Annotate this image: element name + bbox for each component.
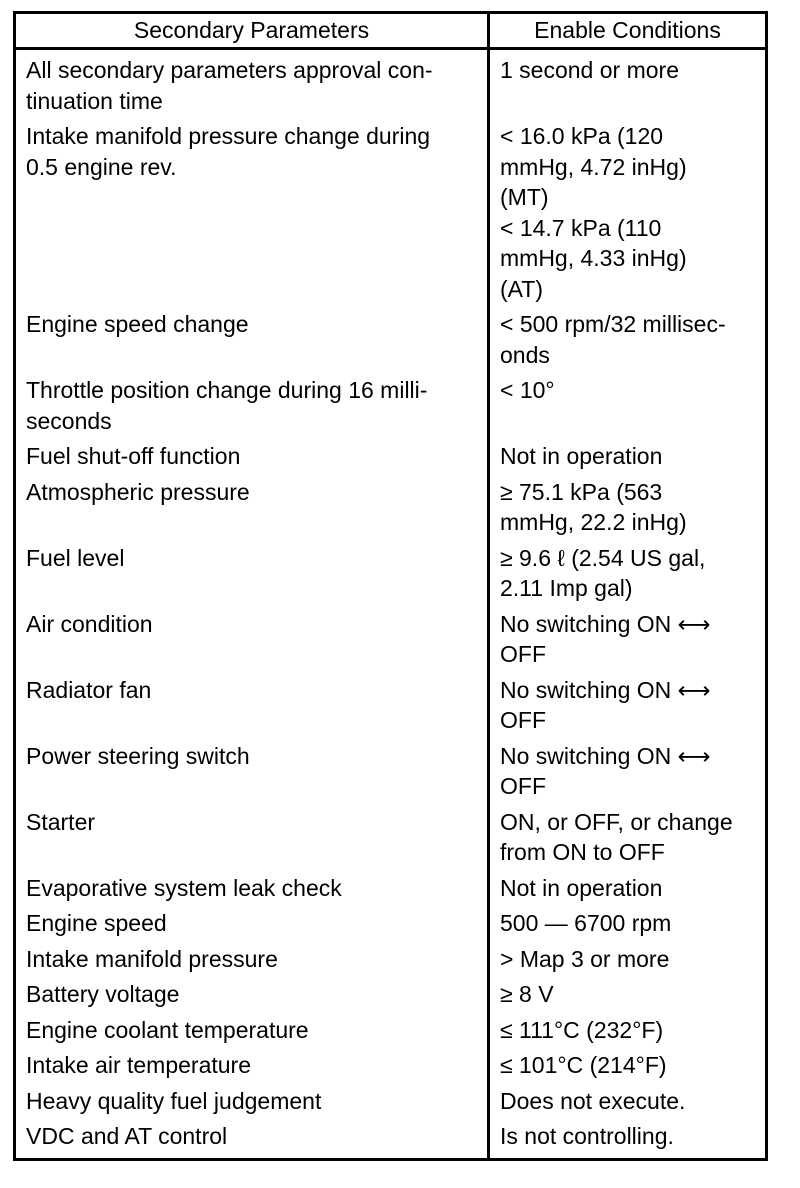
table-row [15,736,767,802]
condition-cell [489,974,767,1010]
condition-text: 1 second or more [500,57,679,83]
parameter-text: Atmospheric pressure [26,478,250,505]
condition-cell [489,1045,767,1081]
table-row [15,1116,767,1159]
condition-cell [489,304,767,370]
parameter-cell [15,1045,489,1081]
parameter-text: Intake manifold pressure [26,945,278,972]
condition-text: 500 — 6700 rpm [500,910,672,936]
parameter-cell [15,939,489,975]
parameter-text: Intake manifold pressure change during [26,123,431,149]
table-row [15,49,767,117]
parameter-text: Throttle position change during 16 milli- [26,377,428,403]
parameter-cell [15,472,489,538]
parameter-text: Engine speed [26,910,167,936]
parameter-cell [15,974,489,1010]
parameter-text: Battery voltage [26,981,180,1007]
condition-text: ≥ 75.1 kPa (563 [500,478,663,505]
table-row [15,939,767,975]
table-row [15,370,767,436]
parameter-text: Engine coolant temperature [26,1016,309,1043]
parameter-text: Power steering switch [26,742,250,769]
parameter-cell [15,802,489,868]
condition-text: (MT) [500,184,549,210]
parameter-text: VDC and AT control [26,1123,228,1149]
table-row [15,903,767,939]
condition-cell [489,116,767,304]
parameter-text: 0.5 engine rev. [26,153,177,180]
condition-cell [489,903,767,939]
enable-conditions-table [13,11,768,1161]
table-row [15,802,767,868]
condition-text: < 10° [500,377,555,403]
condition-text: (AT) [500,275,544,302]
parameter-cell [15,1116,489,1159]
condition-cell [489,670,767,736]
header-enable-conditions: Enable Conditions [489,13,767,49]
table-body [15,49,767,1160]
condition-text: Not in operation [500,443,663,469]
parameter-text: Air condition [26,610,153,637]
header-secondary-parameters: Secondary Parameters [15,13,489,49]
condition-text: No switching ON ⟷ [500,676,711,703]
table-row [15,1010,767,1046]
parameter-cell [15,604,489,670]
condition-text: ≥ 9.6 ℓ (2.54 US gal, [500,544,706,571]
parameter-text: Heavy quality fuel judgement [26,1087,322,1114]
condition-cell [489,538,767,604]
condition-text: mmHg, 22.2 inHg) [500,509,687,535]
table-row [15,670,767,736]
condition-cell [489,736,767,802]
condition-cell [489,604,767,670]
condition-cell [489,1116,767,1159]
parameter-text: Evaporative system leak check [26,874,342,901]
table-header-row [15,13,767,49]
condition-cell [489,49,767,117]
condition-text: Is not controlling. [500,1123,674,1149]
condition-cell [489,472,767,538]
condition-cell [489,370,767,436]
parameter-text: Starter [26,808,96,835]
condition-text: < 14.7 kPa (110 [500,214,662,241]
parameter-text: All secondary parameters approval con- [26,57,433,83]
parameter-cell [15,538,489,604]
condition-cell [489,802,767,868]
table-row [15,304,767,370]
table-row [15,1045,767,1081]
condition-text: OFF [500,641,546,667]
table-row [15,1081,767,1117]
parameter-text: seconds [26,407,112,434]
parameter-text: Engine speed change [26,311,249,337]
condition-text: ON, or OFF, or change [500,808,733,835]
condition-cell [489,436,767,472]
table-row [15,116,767,304]
condition-text: OFF [500,707,546,733]
table-row [15,538,767,604]
condition-text: ≤ 101°C (214°F) [500,1052,667,1078]
parameter-cell [15,116,489,304]
parameter-text: Intake air temperature [26,1052,252,1078]
parameter-cell [15,49,489,117]
parameter-text: tinuation time [26,87,163,114]
condition-text: mmHg, 4.33 inHg) [500,245,687,271]
parameter-cell [15,304,489,370]
condition-text: > Map 3 or more [500,945,670,972]
condition-text: ≤ 111°C (232°F) [500,1016,664,1043]
condition-text: onds [500,341,550,368]
parameter-text: Radiator fan [26,676,152,703]
parameter-cell [15,370,489,436]
condition-text: from ON to OFF [500,839,665,865]
table-row [15,868,767,904]
table-row [15,436,767,472]
parameter-cell [15,436,489,472]
condition-text: No switching ON ⟷ [500,742,711,769]
condition-text: < 16.0 kPa (120 [500,123,664,149]
parameter-cell [15,868,489,904]
table-row [15,974,767,1010]
condition-text: ≥ 8 V [500,981,554,1007]
table-row [15,472,767,538]
parameter-cell [15,670,489,736]
condition-text: OFF [500,773,546,799]
condition-cell [489,868,767,904]
condition-text: No switching ON ⟷ [500,610,711,637]
condition-text: Does not execute. [500,1087,686,1114]
parameter-text: Fuel shut-off function [26,443,241,469]
condition-cell [489,1010,767,1046]
condition-cell [489,939,767,975]
condition-text: < 500 rpm/32 millisec- [500,311,726,337]
condition-cell [489,1081,767,1117]
parameter-text: Fuel level [26,544,125,571]
condition-text: mmHg, 4.72 inHg) [500,153,687,180]
parameter-cell [15,736,489,802]
table-row [15,604,767,670]
condition-text: 2.11 Imp gal) [500,575,633,601]
parameter-cell [15,1010,489,1046]
condition-text: Not in operation [500,874,663,901]
parameter-cell [15,1081,489,1117]
parameter-cell [15,903,489,939]
